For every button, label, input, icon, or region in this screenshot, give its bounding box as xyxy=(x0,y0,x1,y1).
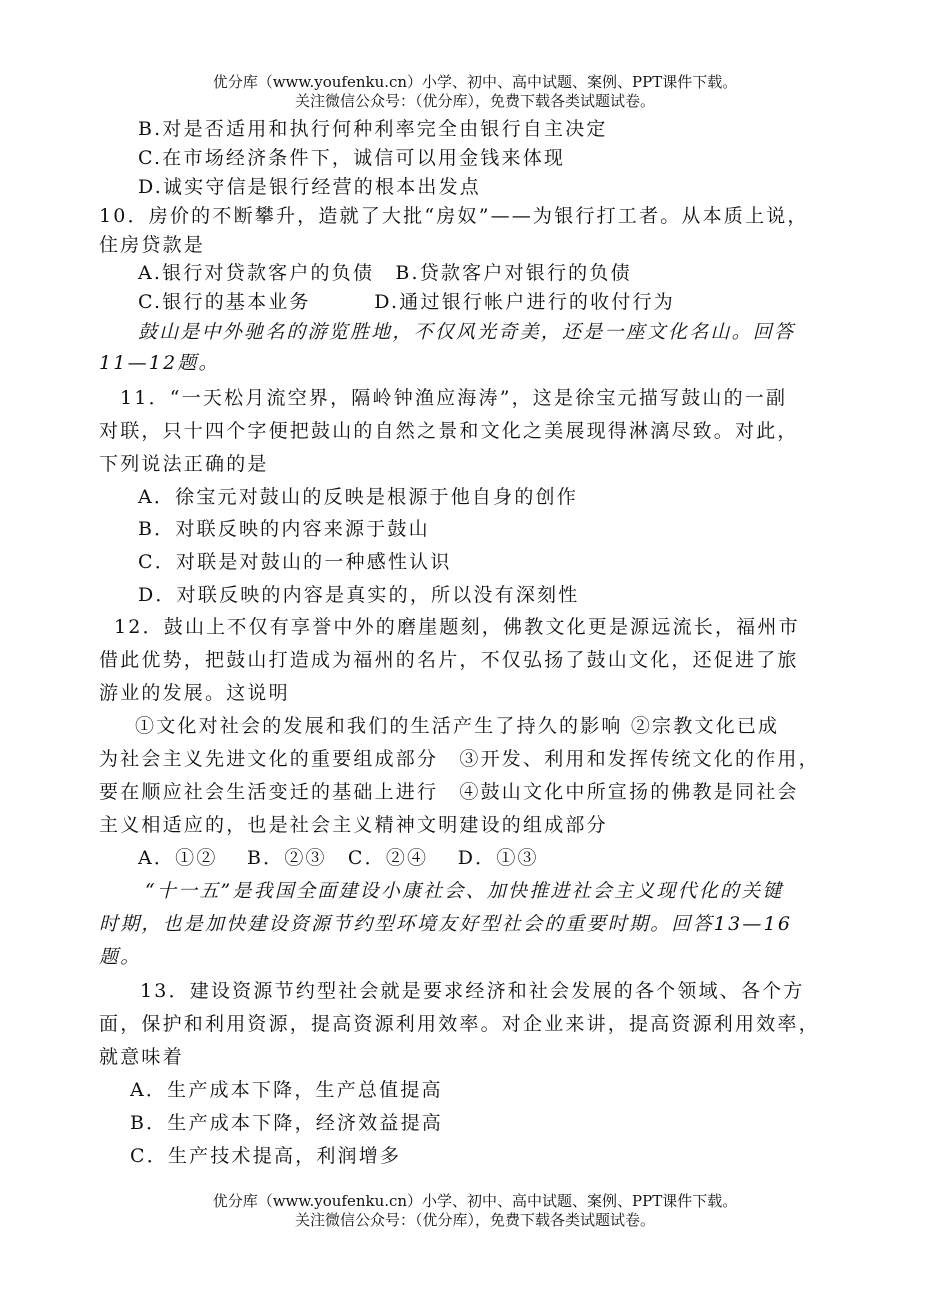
q11-option-b: B．对联反映的内容来源于鼓山 xyxy=(138,518,430,540)
q10-options-cd: C.银行的基本业务 D.通过银行帐户进行的收付行为 xyxy=(138,291,675,313)
q11-option-d: D．对联反映的内容是真实的，所以没有深刻性 xyxy=(138,584,580,606)
q11-stem-line-3: 下列说法正确的是 xyxy=(99,453,269,475)
q9-option-c: C.在市场经济条件下，诚信可以用金钱来体现 xyxy=(138,147,566,169)
q10-stem-line-1: 10．房价的不断攀升，造就了大批“房奴”——为银行打工者。从本质上说， xyxy=(99,205,809,227)
intro-13-16-line-3: 题。 xyxy=(99,946,142,968)
q11-option-a: A．徐宝元对鼓山的反映是根源于他自身的创作 xyxy=(138,486,578,508)
q13-stem-line-3: 就意味着 xyxy=(99,1046,184,1068)
q9-option-d: D.诚实守信是银行经营的根本出发点 xyxy=(138,176,481,198)
q13-stem-line-2: 面，保护和利用资源，提高资源利用效率。对企业来讲，提高资源利用效率， xyxy=(99,1013,820,1035)
q12-statements-line-3: 要在顺应社会生活变迁的基础上进行 ④鼓山文化中所宣扬的佛教是同社会 xyxy=(99,781,799,803)
q12-stem-line-2: 借此优势，把鼓山打造成为福州的名片，不仅弘扬了鼓山文化，还促进了旅 xyxy=(99,649,799,671)
q13-stem-line-1: 13．建设资源节约型社会就是要求经济和社会发展的各个领域、各个方 xyxy=(140,980,805,1002)
q10-stem-line-2: 住房贷款是 xyxy=(99,234,206,256)
q13-option-c: C．生产技术提高，利润增多 xyxy=(130,1145,402,1167)
q13-option-b: B．生产成本下降，经济效益提高 xyxy=(130,1112,443,1134)
q11-option-c: C．对联是对鼓山的一种感性认识 xyxy=(138,551,452,573)
q11-stem-line-1: 11．“一天松月流空界，隔岭钟渔应海涛”，这是徐宝元描写鼓山的一副 xyxy=(120,387,788,409)
q12-choices: A．①② B．②③ C．②④ D．①③ xyxy=(138,847,539,869)
intro-11-12-line-2: 11—12题。 xyxy=(99,352,220,374)
intro-11-12-line-1: 鼓山是中外驰名的游览胜地，不仅风光奇美，还是一座文化名山。回答 xyxy=(138,321,796,343)
q12-stem-line-1: 12．鼓山上不仅有享誉中外的磨崖题刻，佛教文化更是源远流长，福州市 xyxy=(114,616,800,638)
header-line-1: 优分库（www.youfenku.cn）小学、初中、高中试题、案例、PPT课件下载。 xyxy=(212,73,738,91)
header-line-2: 关注微信公众号：（优分库），免费下载各类试题试卷。 xyxy=(294,92,655,110)
q11-stem-line-2: 对联，只十四个字便把鼓山的自然之景和文化之美展现得淋漓尽致。对此， xyxy=(99,420,799,442)
q9-option-b: B.对是否适用和执行何种利率完全由银行自主决定 xyxy=(138,118,608,140)
intro-13-16-line-1: “十一五”是我国全面建设小康社会、加快推进社会主义现代化的关键 xyxy=(145,880,784,902)
q12-statements-line-4: 主义相适应的，也是社会主义精神文明建设的组成部分 xyxy=(99,814,608,836)
intro-13-16-line-2: 时期，也是加快建设资源节约型环境友好型社会的重要时期。回答13—16 xyxy=(99,913,793,935)
footer-line-2: 关注微信公众号：（优分库），免费下载各类试题试卷。 xyxy=(294,1211,655,1229)
q12-statements-line-2: 为社会主义先进文化的重要组成部分 ③开发、利用和发挥传统文化的作用， xyxy=(99,748,820,770)
footer-line-1: 优分库（www.youfenku.cn）小学、初中、高中试题、案例、PPT课件下载。 xyxy=(212,1192,738,1210)
q10-options-ab: A.银行对贷款客户的负债 B.贷款客户对银行的负债 xyxy=(138,262,632,284)
q12-stem-line-3: 游业的发展。这说明 xyxy=(99,682,290,704)
q13-option-a: A．生产成本下降，生产总值提高 xyxy=(130,1079,443,1101)
q12-statements-line-1: ①文化对社会的发展和我们的生活产生了持久的影响 ②宗教文化已成 xyxy=(135,715,780,737)
